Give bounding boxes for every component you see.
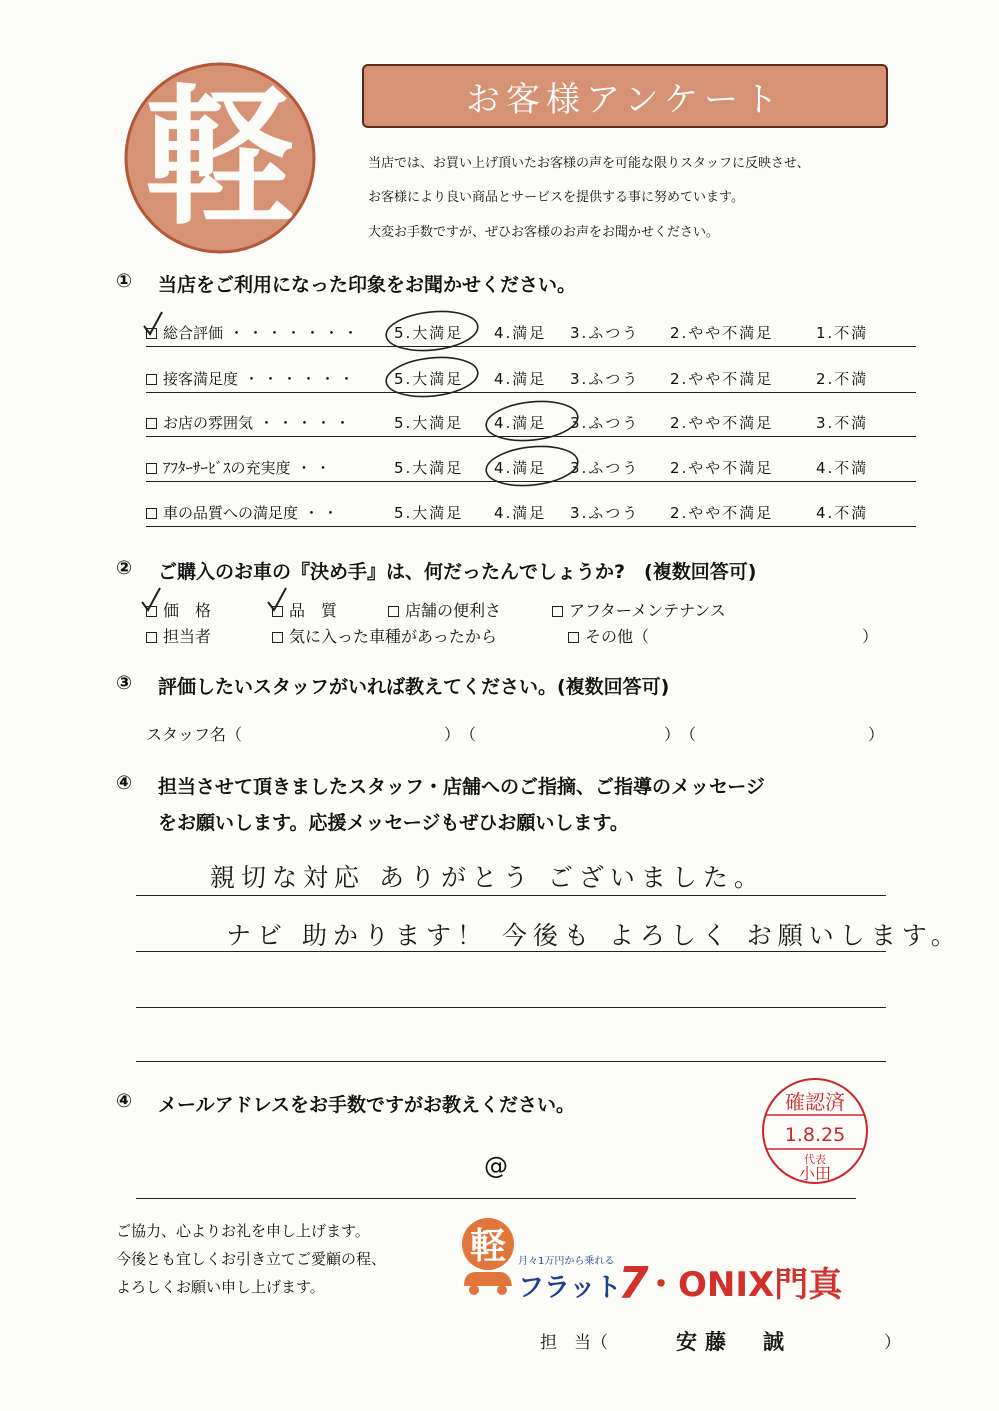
q2-option-other[interactable]: その他（ (568, 624, 649, 647)
q2-option-quality[interactable]: 品 質 (272, 598, 337, 621)
rating-option-satisfied[interactable]: 4.満足 (494, 459, 547, 477)
checkbox[interactable] (146, 463, 157, 474)
rating-option-very-satisfied[interactable]: 5.大満足 (394, 459, 464, 477)
rating-option-dissatisfied[interactable]: 1.不満 (816, 324, 869, 342)
rating-option-neutral[interactable]: 3.ふつう (570, 414, 640, 432)
q2-option-staff[interactable]: 担当者 (146, 624, 211, 647)
logo-character: 軽 (144, 72, 296, 246)
rating-option-neutral[interactable]: 3.ふつう (570, 504, 640, 522)
circled-answer-mark (482, 398, 582, 444)
footer-thanks-1: ご協力、心よりお礼を申し上げます。 (116, 1222, 370, 1240)
handwritten-message-line-2: ナビ 助かります！ 今後も よろしく お願いします。 (226, 921, 962, 950)
stamp-name: 小田 (798, 1164, 832, 1183)
rating-row-label[interactable]: 車の品質への満足度 ・・ (146, 502, 342, 523)
checkbox[interactable] (552, 606, 563, 617)
stamp-top-text: 確認済 (785, 1090, 845, 1114)
intro-line-1: 当店では、お買い上げ頂いたお客様の声を可能な限りスタッフに反映させ、 (368, 156, 810, 171)
car-icon (464, 1272, 512, 1286)
message-line (136, 1061, 886, 1062)
q2-option-aftercare[interactable]: アフターメンテナンス (552, 598, 726, 621)
rating-row-label[interactable]: お店の雰囲気 ・・・・・ (146, 412, 354, 433)
rating-option-very-satisfied[interactable]: 5.大満足 (394, 414, 464, 432)
rating-option-neutral[interactable]: 3.ふつう (570, 370, 640, 388)
rating-row-label[interactable]: 接客満足度 ・・・・・・ (146, 368, 358, 389)
circled-answer-mark (482, 443, 582, 489)
staff-paren-2: ） （ (664, 725, 697, 744)
q1-heading: 当店をご利用になった印象をお聞かせください。 (158, 274, 577, 296)
q5-number: ④ (116, 1090, 133, 1112)
checkbox[interactable] (568, 632, 579, 643)
checkmark-icon (140, 310, 168, 338)
q2-option-convenience[interactable]: 店舗の便利さ (388, 598, 501, 621)
stamp-role: 代表 (804, 1153, 826, 1166)
q4-number: ④ (116, 772, 133, 794)
q1-number: ① (116, 270, 133, 292)
email-underline (136, 1198, 856, 1199)
message-line (136, 1007, 886, 1008)
rating-option-very-satisfied[interactable]: 5.大満足 (394, 370, 464, 388)
staff-paren-end: ） (868, 725, 885, 744)
rating-option-satisfied[interactable]: 4.満足 (494, 370, 547, 388)
brand-logo (460, 1208, 900, 1308)
rating-row-divider (146, 346, 916, 347)
brand-flat: フラット (518, 1273, 622, 1303)
rating-option-somewhat-dissatisfied[interactable]: 2.やや不満足 (670, 414, 774, 432)
q3-number: ③ (116, 672, 133, 694)
stamp-date: 1.8.25 (784, 1124, 846, 1146)
confirmation-stamp (760, 1075, 870, 1187)
rating-row-label[interactable]: ｱﾌﾀｰｻｰﾋﾞｽの充実度 ・・ (146, 457, 335, 478)
tantou-name: 安藤 誠 (676, 1329, 792, 1354)
q2-option-price[interactable]: 価 格 (146, 598, 211, 621)
rating-option-neutral[interactable]: 3.ふつう (570, 459, 640, 477)
q5-heading: メールアドレスをお手数ですがお教えください。 (158, 1094, 576, 1116)
page-title: お客様アンケート (466, 79, 784, 120)
rating-option-somewhat-dissatisfied[interactable]: 2.やや不満足 (670, 459, 774, 477)
email-field[interactable] (136, 1148, 856, 1188)
rating-option-satisfied[interactable]: 4.満足 (494, 414, 547, 432)
rating-option-somewhat-dissatisfied[interactable]: 2.やや不満足 (670, 370, 774, 388)
checkbox[interactable] (146, 418, 157, 429)
q2-option-car-model[interactable]: 気に入った車種があったから (272, 624, 497, 647)
rating-option-somewhat-dissatisfied[interactable]: 2.やや不満足 (670, 324, 774, 342)
footer-thanks-2: 今後とも宜しくお引き立てご愛顧の程、 (116, 1250, 387, 1268)
email-at-sign: @ (484, 1152, 508, 1180)
brand-tagline: 月々1万円から乗れる (518, 1256, 615, 1267)
checkbox[interactable] (388, 606, 399, 617)
rating-option-dissatisfied[interactable]: 3.不満 (816, 414, 869, 432)
message-line (136, 895, 886, 896)
rating-option-satisfied[interactable]: 4.満足 (494, 324, 547, 342)
q2-other-close: ） (862, 627, 879, 646)
tantou-close: ） (884, 1333, 901, 1353)
rating-option-dissatisfied[interactable]: 2.不満 (816, 370, 869, 388)
rating-option-very-satisfied[interactable]: 5.大満足 (394, 324, 464, 342)
q4-heading-line-2: をお願いします。応援メッセージもぜひお願いします。 (158, 812, 629, 834)
checkbox[interactable] (146, 374, 157, 385)
survey-title-box (362, 64, 888, 128)
intro-line-3: 大変お手数ですが、ぜひお客様のお声をお聞かせください。 (368, 225, 720, 240)
message-line (136, 951, 886, 952)
rating-row-label[interactable]: 総合評価 ・・・・・・・ (146, 322, 362, 343)
checkbox[interactable] (146, 632, 157, 643)
q2-heading: ご購入のお車の『決め手』は、何だったんでしょうか? (複数回答可) (158, 561, 757, 583)
q3-heading: 評価したいスタッフがいれば教えてください。(複数回答可) (158, 676, 670, 698)
checkbox[interactable] (146, 508, 157, 519)
tantou-label: 担 当（ (540, 1333, 608, 1353)
checkmark-icon (264, 586, 292, 614)
staff-name-field-1[interactable] (268, 722, 438, 744)
checkmark-icon (138, 586, 166, 614)
staff-name-label: スタッフ名（ (146, 725, 243, 744)
intro-line-2: お客様により良い商品とサービスを提供する事に努めています。 (368, 190, 744, 205)
rating-option-dissatisfied[interactable]: 4.不満 (816, 504, 869, 522)
rating-option-dissatisfied[interactable]: 4.不満 (816, 459, 869, 477)
rating-row-divider (146, 392, 916, 393)
rating-option-neutral[interactable]: 3.ふつう (570, 324, 640, 342)
circled-answer-mark (382, 308, 482, 354)
handwritten-message-line-1: 親切な対応 ありがとう ございました。 (210, 863, 765, 892)
staff-paren-1: ） （ (444, 725, 477, 744)
brand-seven: 7 (618, 1258, 649, 1308)
kei-logo-icon (118, 60, 322, 256)
staff-name-field-3[interactable] (712, 722, 862, 744)
brand-logo-char: 軽 (469, 1226, 507, 1267)
footer-thanks-3: よろしくお願い申し上げます。 (116, 1278, 325, 1296)
rating-row-divider (146, 526, 916, 527)
rating-option-very-satisfied[interactable]: 5.大満足 (394, 504, 464, 522)
rating-option-satisfied[interactable]: 4.満足 (494, 504, 547, 522)
checkbox[interactable] (272, 632, 283, 643)
q4-heading-line-1: 担当させて頂きましたスタッフ・店舗へのご指摘、ご指導のメッセージ (158, 776, 765, 798)
q2-number: ② (116, 557, 133, 579)
circled-answer-mark (382, 354, 482, 400)
rating-option-somewhat-dissatisfied[interactable]: 2.やや不満足 (670, 504, 774, 522)
staff-name-field-2[interactable] (506, 722, 656, 744)
brand-name: ・ONIX門真 (644, 1265, 843, 1305)
